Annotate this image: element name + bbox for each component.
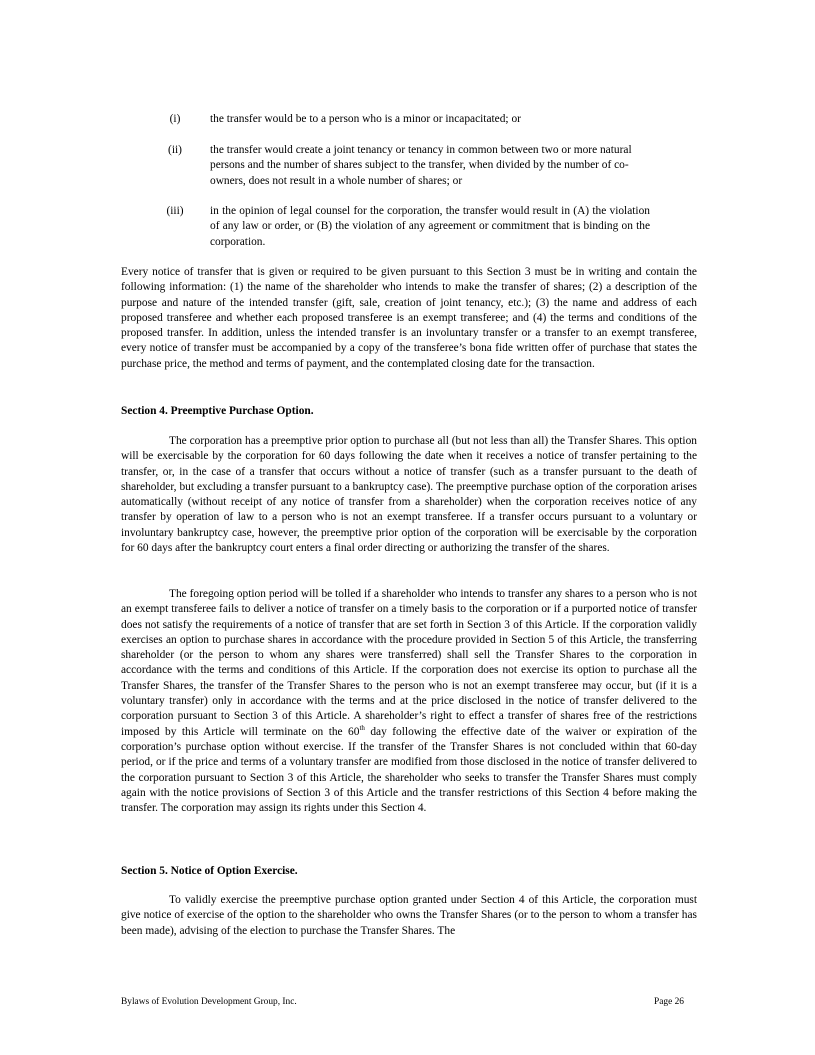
list-item-number: (i): [169, 113, 181, 125]
footer-document-title: Bylaws of Evolution Development Group, Inc.: [121, 997, 297, 1007]
section-4-paragraph-1: The corporation has a preemptive prior option to purchase all (but not less than all) the Transfer Shares. This option will be exercisable by the corporation for 60 days following the date when it receives a notice of transfer pertaining to the transfer, or, in the case of a transfer that occurs without a notice of transfer (such as a transfer pursuant to the death of shareholder, but excluding a transfer pursuant to a bankruptcy case). The preemptive purchase option of the corporation arises automatically (without receipt of any notice of transfer from a shareholder) when the corporation receives notice of any transfer by operation of law to a person who is not an exempt transferee. If a transfer occurs pursuant to a voluntary or involuntary bankruptcy case, however, the preemptive prior option of the corporation will be exercisable by the corporation for 60 days after the bankruptcy court enters a final order directing or authorizing the transfer of the shares.: [121, 435, 697, 555]
list-item-number: (ii): [168, 144, 182, 156]
list-item-number: (iii): [166, 205, 184, 217]
section-4-paragraph-2: [121, 587, 697, 816]
section-4-paragraph-2-part-a: The foregoing option period will be tolled if a shareholder who intends to transfer any shares to a person who is not an exempt transferee fails to deliver a notice of transfer on a timely basis to the corporation or if a purported notice of transfer does not satisfy the requirements of a notice of transfer that are set forth in Section 3 of this Article. If the corporation validly exercises an option to purchase shares in accordance with the procedure provided in Section 5 of this Article, the transferring shareholder (or the person to whom any shares were transferred) shall sell the Transfer Shares to the corporation in accordance with the terms and conditions of this Article. If the corporation does not exercise its option to purchase all the Transfer Shares, the transfer of the Transfer Shares to the person who is not an exempt transferee may occur, but (if it is a voluntary transfer) only in accordance with the terms and at the price disclosed in the notice of transfer delivered to the corporation pursuant to Section 3 of this Article. A shareholder’s right to effect a transfer of shares free of the restrictions imposed by this Article will terminate on the 60: [121, 588, 697, 738]
ordinal-superscript: th: [359, 723, 365, 732]
footer-page-number: Page 26: [654, 997, 684, 1007]
list-item-text: in the opinion of legal counsel for the corporation, the transfer would result in (A) the violation of any law or order, or (B) the violation of any agreement or commitment that is binding on the corporation.: [210, 205, 650, 248]
section-5-paragraph-1: To validly exercise the preemptive purchase option granted under Section 4 of this Article, the corporation must give notice of exercise of the option to the shareholder who owns the Transfer Shares (or to the person to whom a transfer has been made), advising of the election to purchase the Transfer Shares. The: [121, 894, 697, 937]
notice-of-transfer-paragraph: Every notice of transfer that is given or required to be given pursuant to this Section 3 must be in writing and contain the following information: (1) the name of the shareholder who intends to make the transfer of shares; (2) a description of the purpose and nature of the intended transfer (gift, sale, creation of joint tenancy, etc.); (3) the name and address of each proposed transferee and whether each proposed transferee is an exempt transferee; and (4) the terms and conditions of the proposed transfer. In addition, unless the intended transfer is an involuntary transfer or a transfer to an exempt transferee, every notice of transfer must be accompanied by a copy of the transferee’s bona fide written offer of purchase that states the purchase price, the method and terms of payment, and the contemplated closing date for the transaction.: [121, 266, 697, 370]
section-4-paragraph-2-part-b: day following the effective date of the waiver or expiration of the corporation’s purchase option without exercise. If the transfer of the Transfer Shares is not concluded within that 60-day period, or if the price and terms of a voluntary transfer are modified from those disclosed in the notice of transfer delivered to the corporation pursuant to Section 3 of this Article, the shareholder who seeks to transfer the Transfer Shares must comply again with the notice provisions of Section 3 of this Article and the transfer restrictions of this Section 4 before making the transfer. The corporation may assign its rights under this Section 4.: [121, 725, 697, 815]
section-4-heading: Section 4. Preemptive Purchase Option.: [121, 405, 314, 417]
list-item-text: the transfer would be to a person who is a minor or incapacitated; or: [210, 113, 521, 125]
list-item-text: the transfer would create a joint tenancy or tenancy in common between two or more natural persons and the number of shares subject to the transfer, when divided by the number of co-owners, does not result in a whole number of shares; or: [210, 144, 632, 187]
section-5-heading: Section 5. Notice of Option Exercise.: [121, 865, 298, 877]
